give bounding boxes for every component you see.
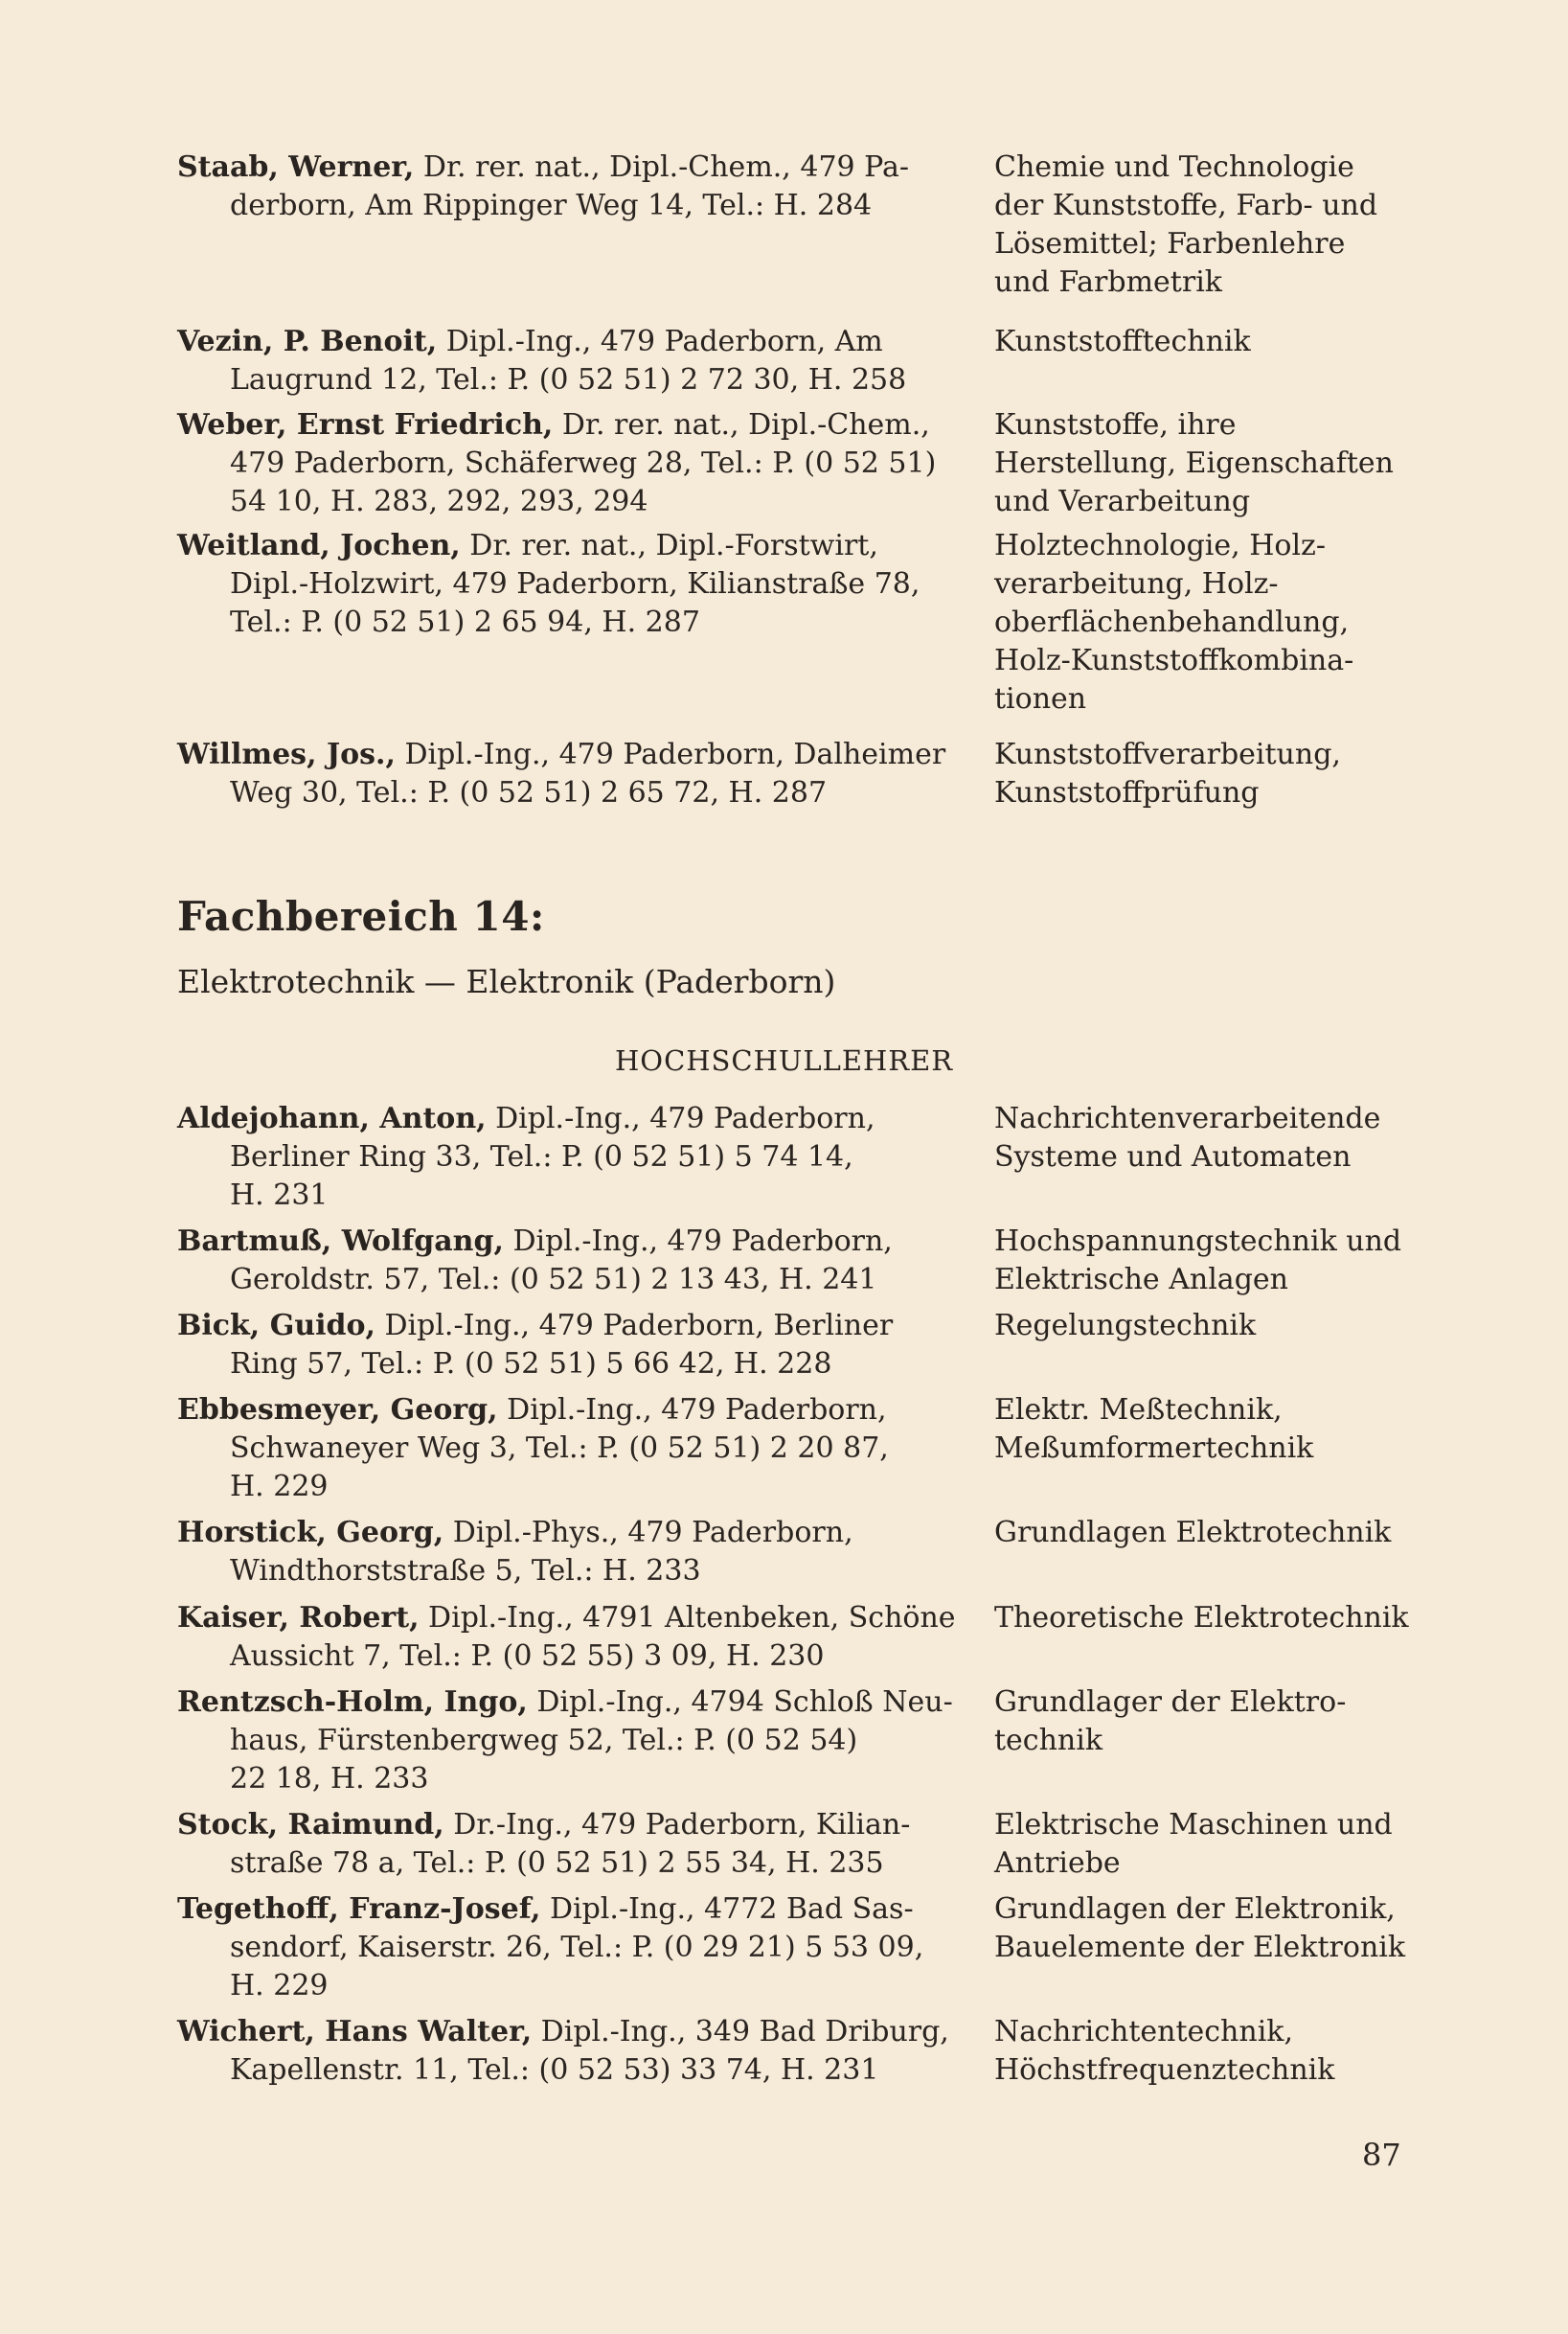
entry-subject: Elektr. Meßtechnik, Meßumformertechnik bbox=[994, 1393, 1314, 1465]
entry-address: Ebbesmeyer, Georg, Dipl.-Ing., 479 Paderborn, Schwaneyer Weg 3, Tel.: P. (0 52 51) 2 20 87, H. 229 bbox=[177, 1393, 889, 1503]
entry-subject: Elektrische Maschinen und Antriebe bbox=[994, 1808, 1393, 1880]
entry-address: Kaiser, Robert, Dipl.-Ing., 4791 Altenbeken, Schöne Aussicht 7, Tel.: P. (0 52 55) 3 09, H. 230 bbox=[177, 1601, 956, 1673]
entry-address: Vezin, P. Benoit, Dipl.-Ing., 479 Paderborn, Am Laugrund 12, Tel.: P. (0 52 51) 2 72 30, H. 258 bbox=[177, 325, 907, 397]
entry-address: Horstick, Georg, Dipl.-Phys., 479 Paderborn, Windthorststraße 5, Tel.: H. 233 bbox=[177, 1516, 853, 1588]
page-number: 87 bbox=[1362, 2137, 1401, 2173]
entry-name: Horstick, Georg, bbox=[177, 1516, 444, 1549]
entry-name: Willmes, Jos., bbox=[177, 738, 396, 771]
entry-name: Ebbesmeyer, Georg, bbox=[177, 1393, 498, 1427]
entry-subject: Kunststoffe, ihre Herstellung, Eigenschaften und Verarbeitung bbox=[994, 408, 1394, 518]
entry-address: Stock, Raimund, Dr.-Ing., 479 Paderborn, Kilian- straße 78 a, Tel.: P. (0 52 51) 2 55 34, H. 235 bbox=[177, 1808, 911, 1880]
entry-name: Rentzsch-Holm, Ingo, bbox=[177, 1685, 528, 1719]
entry-address: Bick, Guido, Dipl.-Ing., 479 Paderborn, Berliner Ring 57, Tel.: P. (0 52 51) 5 66 42, H. 228 bbox=[177, 1309, 894, 1381]
entry-subject: Theoretische Elektrotechnik bbox=[994, 1601, 1409, 1635]
entry-subject: Regelungstechnik bbox=[994, 1309, 1257, 1342]
section-subheading: Elektrotechnik — Elektronik (Paderborn) bbox=[177, 963, 836, 1000]
entry-address: Willmes, Jos., Dipl.-Ing., 479 Paderborn, Dalheimer Weg 30, Tel.: P. (0 52 51) 2 65 72, H. 287 bbox=[177, 738, 946, 810]
entry-name: Wichert, Hans Walter, bbox=[177, 2015, 533, 2048]
entry-address: Rentzsch-Holm, Ingo, Dipl.-Ing., 4794 Schloß Neu- haus, Fürstenbergweg 52, Tel.: P. (0 52 54) 22 18, H. 233 bbox=[177, 1685, 953, 1796]
entry-subject: Grundlager der Elektro- technik bbox=[994, 1685, 1347, 1757]
entry-name: Bartmuß, Wolfgang, bbox=[177, 1224, 504, 1258]
entry-name: Kaiser, Robert, bbox=[177, 1601, 420, 1635]
section-label: HOCHSCHULLEHRER bbox=[615, 1044, 954, 1077]
entry-subject: Grundlagen der Elektronik, Bauelemente der Elektronik bbox=[994, 1892, 1406, 1964]
entry-subject: Nachrichtentechnik, Höchstfrequenztechnik bbox=[994, 2015, 1335, 2087]
entry-subject: Chemie und Technologie der Kunststoffe, Farb- und Lösemittel; Farbenlehre und Farbmetrik bbox=[994, 150, 1378, 299]
entry-address: Wichert, Hans Walter, Dipl.-Ing., 349 Bad Driburg, Kapellenstr. 11, Tel.: (0 52 53) 33 74, H. 231 bbox=[177, 2015, 949, 2087]
entry-subject: Nachrichtenverarbeitende Systeme und Automaten bbox=[994, 1102, 1381, 1174]
entry-address: Staab, Werner, Dr. rer. nat., Dipl.-Chem., 479 Pa- derborn, Am Rippinger Weg 14, Tel.: H. 284 bbox=[177, 150, 910, 222]
entry-subject: Holztechnologie, Holz- verarbeitung, Holz- oberflächenbehandlung, Holz-Kunststoffkombina- tionen bbox=[994, 529, 1354, 716]
entry-address: Aldejohann, Anton, Dipl.-Ing., 479 Paderborn, Berliner Ring 33, Tel.: P. (0 52 51) 5 74 14, H. 231 bbox=[177, 1102, 875, 1212]
entry-subject: Kunststoffverarbeitung, Kunststoffprüfung bbox=[994, 738, 1341, 810]
entry-name: Weitland, Jochen, bbox=[177, 529, 461, 562]
entry-name: Aldejohann, Anton, bbox=[177, 1102, 487, 1135]
entry-subject: Hochspannungstechnik und Elektrische Anlagen bbox=[994, 1224, 1402, 1296]
entry-address: Weitland, Jochen, Dr. rer. nat., Dipl.-Forstwirt, Dipl.-Holzwirt, 479 Paderborn, Kilianstraße 78, Tel.: P. (0 52 51) 2 65 94, H. 287 bbox=[177, 529, 920, 639]
entry-name: Tegethoff, Franz-Josef, bbox=[177, 1892, 541, 1926]
entry-address: Tegethoff, Franz-Josef, Dipl.-Ing., 4772 Bad Sas- sendorf, Kaiserstr. 26, Tel.: P. (0 29 21) 5 53 09, H. 229 bbox=[177, 1892, 924, 2002]
entry-name: Vezin, P. Benoit, bbox=[177, 325, 438, 358]
entry-name: Bick, Guido, bbox=[177, 1309, 375, 1342]
entry-name: Stock, Raimund, bbox=[177, 1808, 444, 1842]
entry-name: Staab, Werner, bbox=[177, 150, 415, 184]
entry-name: Weber, Ernst Friedrich, bbox=[177, 408, 554, 442]
entry-address: Bartmuß, Wolfgang, Dipl.-Ing., 479 Paderborn, Geroldstr. 57, Tel.: (0 52 51) 2 13 43, H. 241 bbox=[177, 1224, 893, 1296]
section-heading: Fachbereich 14: bbox=[177, 893, 545, 940]
entry-subject: Grundlagen Elektrotechnik bbox=[994, 1516, 1392, 1549]
entry-subject: Kunststofftechnik bbox=[994, 325, 1251, 358]
entry-address: Weber, Ernst Friedrich, Dr. rer. nat., Dipl.-Chem., 479 Paderborn, Schäferweg 28, Tel.: P. (0 52 51) 54 10, H. 283, 292, 293, 294 bbox=[177, 408, 937, 518]
